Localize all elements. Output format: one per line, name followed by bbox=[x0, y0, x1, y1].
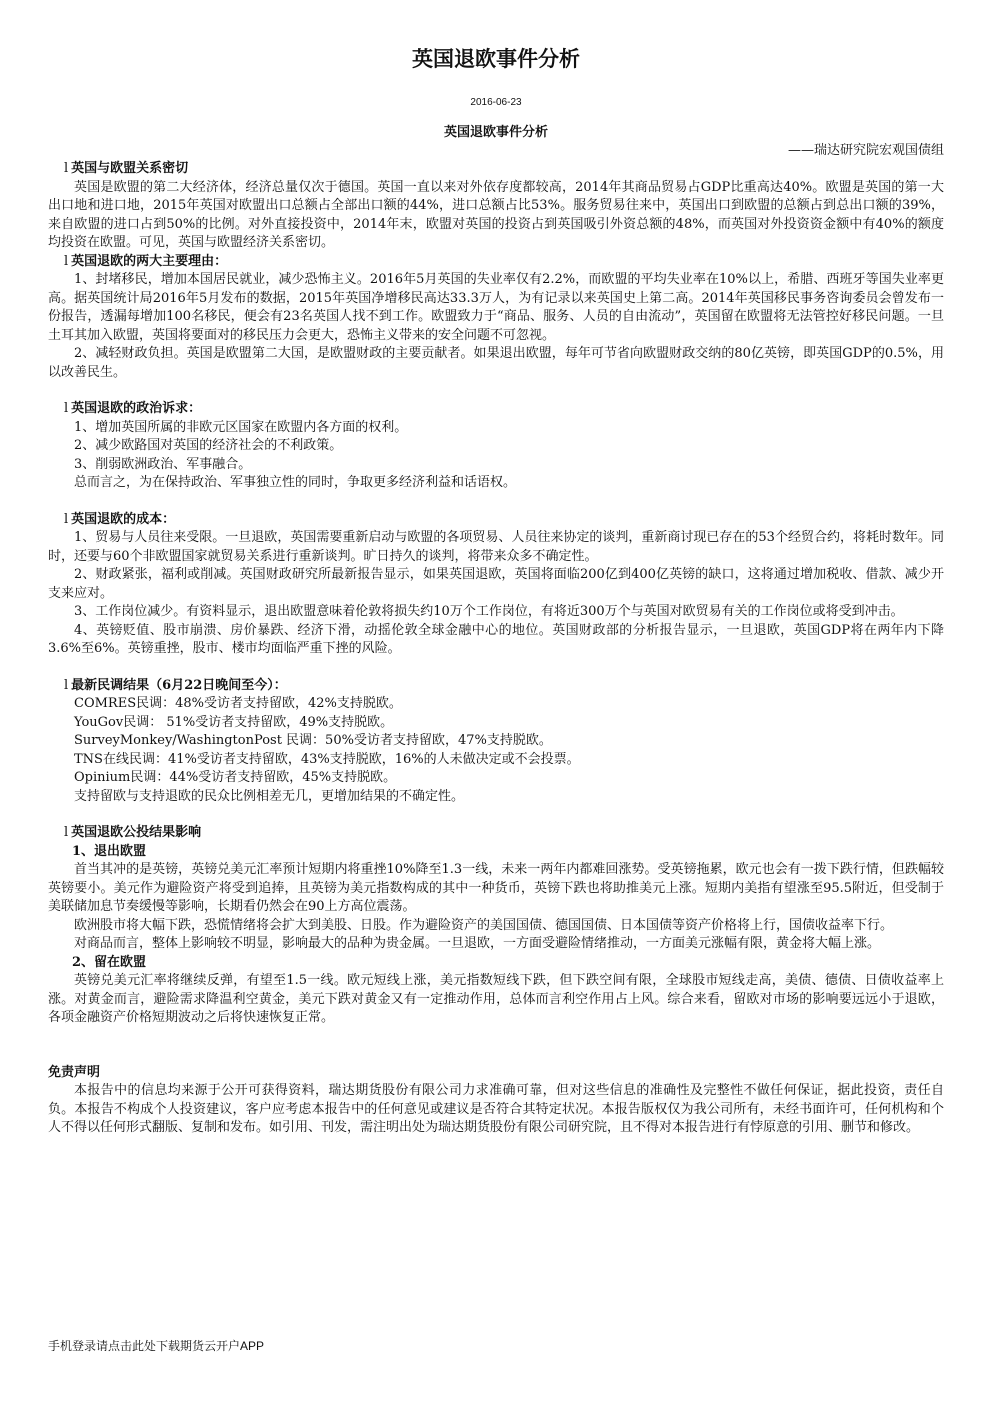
paragraph: 2、减少欧路国对英国的经济社会的不利政策。 bbox=[74, 438, 343, 453]
paragraph: 英国是欧盟的第二大经济体，经济总量仅次于德国。英国一直以来对外依存度都较高，2014年其商品贸易占GDP比重高达40%。欧盟是英国的第一大出口地和进口地，2015年英国对欧盟出口总额占全部出口额的44%，进口总额占比53%。服务贸易往来中，英国出口到欧盟的总额占到总出口额的39%，来自欧盟的进口占到50%的比例。对外直接投资中，2014年末，欧盟对英国的投资占到英国吸引外资总额的48%，而英国对外投资资金额中有40%的额度均投资在欧盟。可见，英国与欧盟经济关系密切。 bbox=[48, 179, 944, 250]
subheading-leave: 1、退出欧盟 bbox=[72, 843, 147, 859]
paragraph: 总而言之，为在保持政治、军事独立性的同时，争取更多经济利益和话语权。 bbox=[74, 475, 517, 490]
disclaimer-heading: 免责声明 bbox=[48, 1064, 101, 1080]
paragraph: 1、贸易与人员往来受限。一旦退欧，英国需要重新启动与欧盟的各项贸易、人员往来协定的谈判，重新商讨现已存在的53个经贸合约，将耗时数年。同时，还要与60个非欧盟国家就贸易关系进行重新谈判。旷日持久的谈判，将带来众多不确定性。 bbox=[48, 530, 944, 564]
article-author: ——瑞达研究院宏观国债组 bbox=[787, 143, 944, 158]
paragraph: 2、财政紧张，福利或削减。英国财政研究所最新报告显示，如果英国退欧，英国将面临200亿到400亿英镑的缺口，这将通过增加税收、借款、减少开支来应对。 bbox=[48, 567, 944, 601]
paragraph: 对商品而言，整体上影响较不明显，影响最大的品种为贵金属。一旦退欧，一方面受避险情绪推动，一方面美元涨幅有限，黄金将大幅上涨。 bbox=[74, 936, 881, 951]
section-heading-impact: l 英国退欧公投结果影响 bbox=[64, 825, 202, 840]
poll-result: SurveyMonkey/WashingtonPost 民调：50%受访者支持留欧，47%支持脱欧。 bbox=[74, 733, 552, 748]
paragraph: 3、削弱欧洲政治、军事融合。 bbox=[74, 456, 252, 472]
paragraph: 2、减轻财政负担。英国是欧盟第二大国，是欧盟财政的主要贡献者。如果退出欧盟，每年可节省向欧盟财政交纳的80亿英镑，即英国GDP的0.5%，用以改善民生。 bbox=[48, 346, 944, 380]
paragraph: 首当其冲的是英镑，英镑兑美元汇率预计短期内将重挫10%降至1.3一线，未来一两年内都难回涨势。受英镑拖累，欧元也会有一拨下跌行情，但跌幅较英镑要小。美元作为避险资产将受到追捧，且英镑为美元指数构成的其中一种货币，英镑下跌也将助推美元上涨。短期内美指有望涨至95.5附近，但受制于美联储加息节奏缓慢等影响，长期看仍然会在90上方高位震荡。 bbox=[48, 862, 944, 914]
document-date: 2016-06-23 bbox=[470, 97, 522, 108]
app-download-link[interactable]: 手机登录请点击此处下载期货云开户APP bbox=[48, 1339, 265, 1353]
document-page bbox=[48, 44, 944, 1138]
article-title: 英国退欧事件分析 bbox=[443, 125, 548, 140]
subheading-remain: 2、留在欧盟 bbox=[72, 954, 147, 970]
section-heading-polls: l 最新民调结果（6月22日晚间至今）： bbox=[64, 677, 287, 693]
paragraph: 1、增加英国所属的非欧元区国家在欧盟内各方面的权利。 bbox=[74, 419, 408, 435]
bullet-marker: l bbox=[64, 511, 69, 527]
paragraph: 英镑兑美元汇率将继续反弹，有望至1.5一线。欧元短线上涨，美元指数短线下跌，但下跌空间有限，全球股市短线走高，美债、德债、日债收益率上涨。对黄金而言，避险需求降温利空黄金，美元下跌对黄金又有一定推动作用，总体而言利空作用占上风。综合来看，留欧对市场的影响要远远小于退欧，各项金融资产价格短期波动之后将快速恢复正常。 bbox=[48, 973, 944, 1025]
bullet-marker: l bbox=[64, 677, 69, 693]
poll-result: COMRES民调：48%受访者支持留欧，42%支持脱欧。 bbox=[74, 696, 402, 711]
disclaimer-text: 本报告中的信息均来源于公开可获得资料，瑞达期货股份有限公司力求准确可靠，但对这些信息的准确性及完整性不做任何保证，据此投资，责任自负。本报告不构成个人投资建议，客户应考虑本报告中的任何意见或建议是否符合其特定状况。本报告版权仅为我公司所有，未经书面许可，任何机构和个人不得以任何形式翻版、复制和发布。如引用、刊发，需注明出处为瑞达期货股份有限公司研究院，且不得对本报告进行有悖原意的引用、删节和修改。 bbox=[48, 1083, 944, 1135]
paragraph: 支持留欧与支持退欧的民众比例相差无几，更增加结果的不确定性。 bbox=[74, 788, 465, 804]
bullet-marker: l bbox=[64, 401, 69, 416]
section-heading-eu-relations: l 英国与欧盟关系密切 bbox=[64, 161, 189, 176]
poll-result: TNS在线民调：41%受访者支持留欧，43%支持脱欧，16%的人未做决定或不会投票。 bbox=[74, 751, 580, 767]
poll-result: Opinium民调：44%受访者支持留欧，45%支持脱欧。 bbox=[74, 770, 397, 785]
paragraph: 3、工作岗位减少。有资料显示，退出欧盟意味着伦敦将损失约10万个工作岗位，有将近300万个与英国对欧贸易有关的工作岗位或将受到冲击。 bbox=[74, 604, 904, 619]
section-heading-two-reasons: l 英国退欧的两大主要理由： bbox=[64, 253, 228, 269]
bullet-marker: l bbox=[64, 825, 69, 840]
section-heading-costs: l 英国退欧的成本： bbox=[64, 511, 176, 527]
bullet-marker: l bbox=[64, 253, 69, 269]
paragraph: 1、封堵移民，增加本国居民就业，减少恐怖主义。2016年5月英国的失业率仅有2.2%，而欧盟的平均失业率在10%以上，希腊、西班牙等国失业率更高。据英国统计局2016年5月发布的数据，2015年英国净增移民高达33.3万人，为有记录以来英国史上第二高。2014年英国移民事务咨询委员会曾发布一份报告，透漏每增加100名移民，便会有23名英国人找不到工作。欧盟致力于“商品、服务、人员的自由流动”，英国留在欧盟将无法管控好移民问题。一旦土耳其加入欧盟，英国将要面对的移民压力会更大，恐怖主义带来的安全问题不可忽视。 bbox=[48, 272, 944, 343]
document-title: 英国退欧事件分析 bbox=[412, 46, 580, 71]
paragraph: 欧洲股市将大幅下跌，恐慌情绪将会扩大到美股、日股。作为避险资产的美国国债、德国国债、日本国债等资产价格将上行，国债收益率下行。 bbox=[74, 917, 894, 933]
bullet-marker: l bbox=[64, 161, 69, 176]
paragraph: 4、英镑贬值、股市崩溃、房价暴跌、经济下滑，动摇伦敦全球金融中心的地位。英国财政部的分析报告显示，一旦退欧，英国GDP将在两年内下降3.6%至6%。英镑重挫，股市、楼市均面临严重下挫的风险。 bbox=[48, 622, 944, 656]
section-heading-political-demands: l 英国退欧的政治诉求： bbox=[64, 401, 202, 416]
poll-result: YouGov民调： 51%受访者支持留欧，49%支持脱欧。 bbox=[74, 714, 394, 730]
